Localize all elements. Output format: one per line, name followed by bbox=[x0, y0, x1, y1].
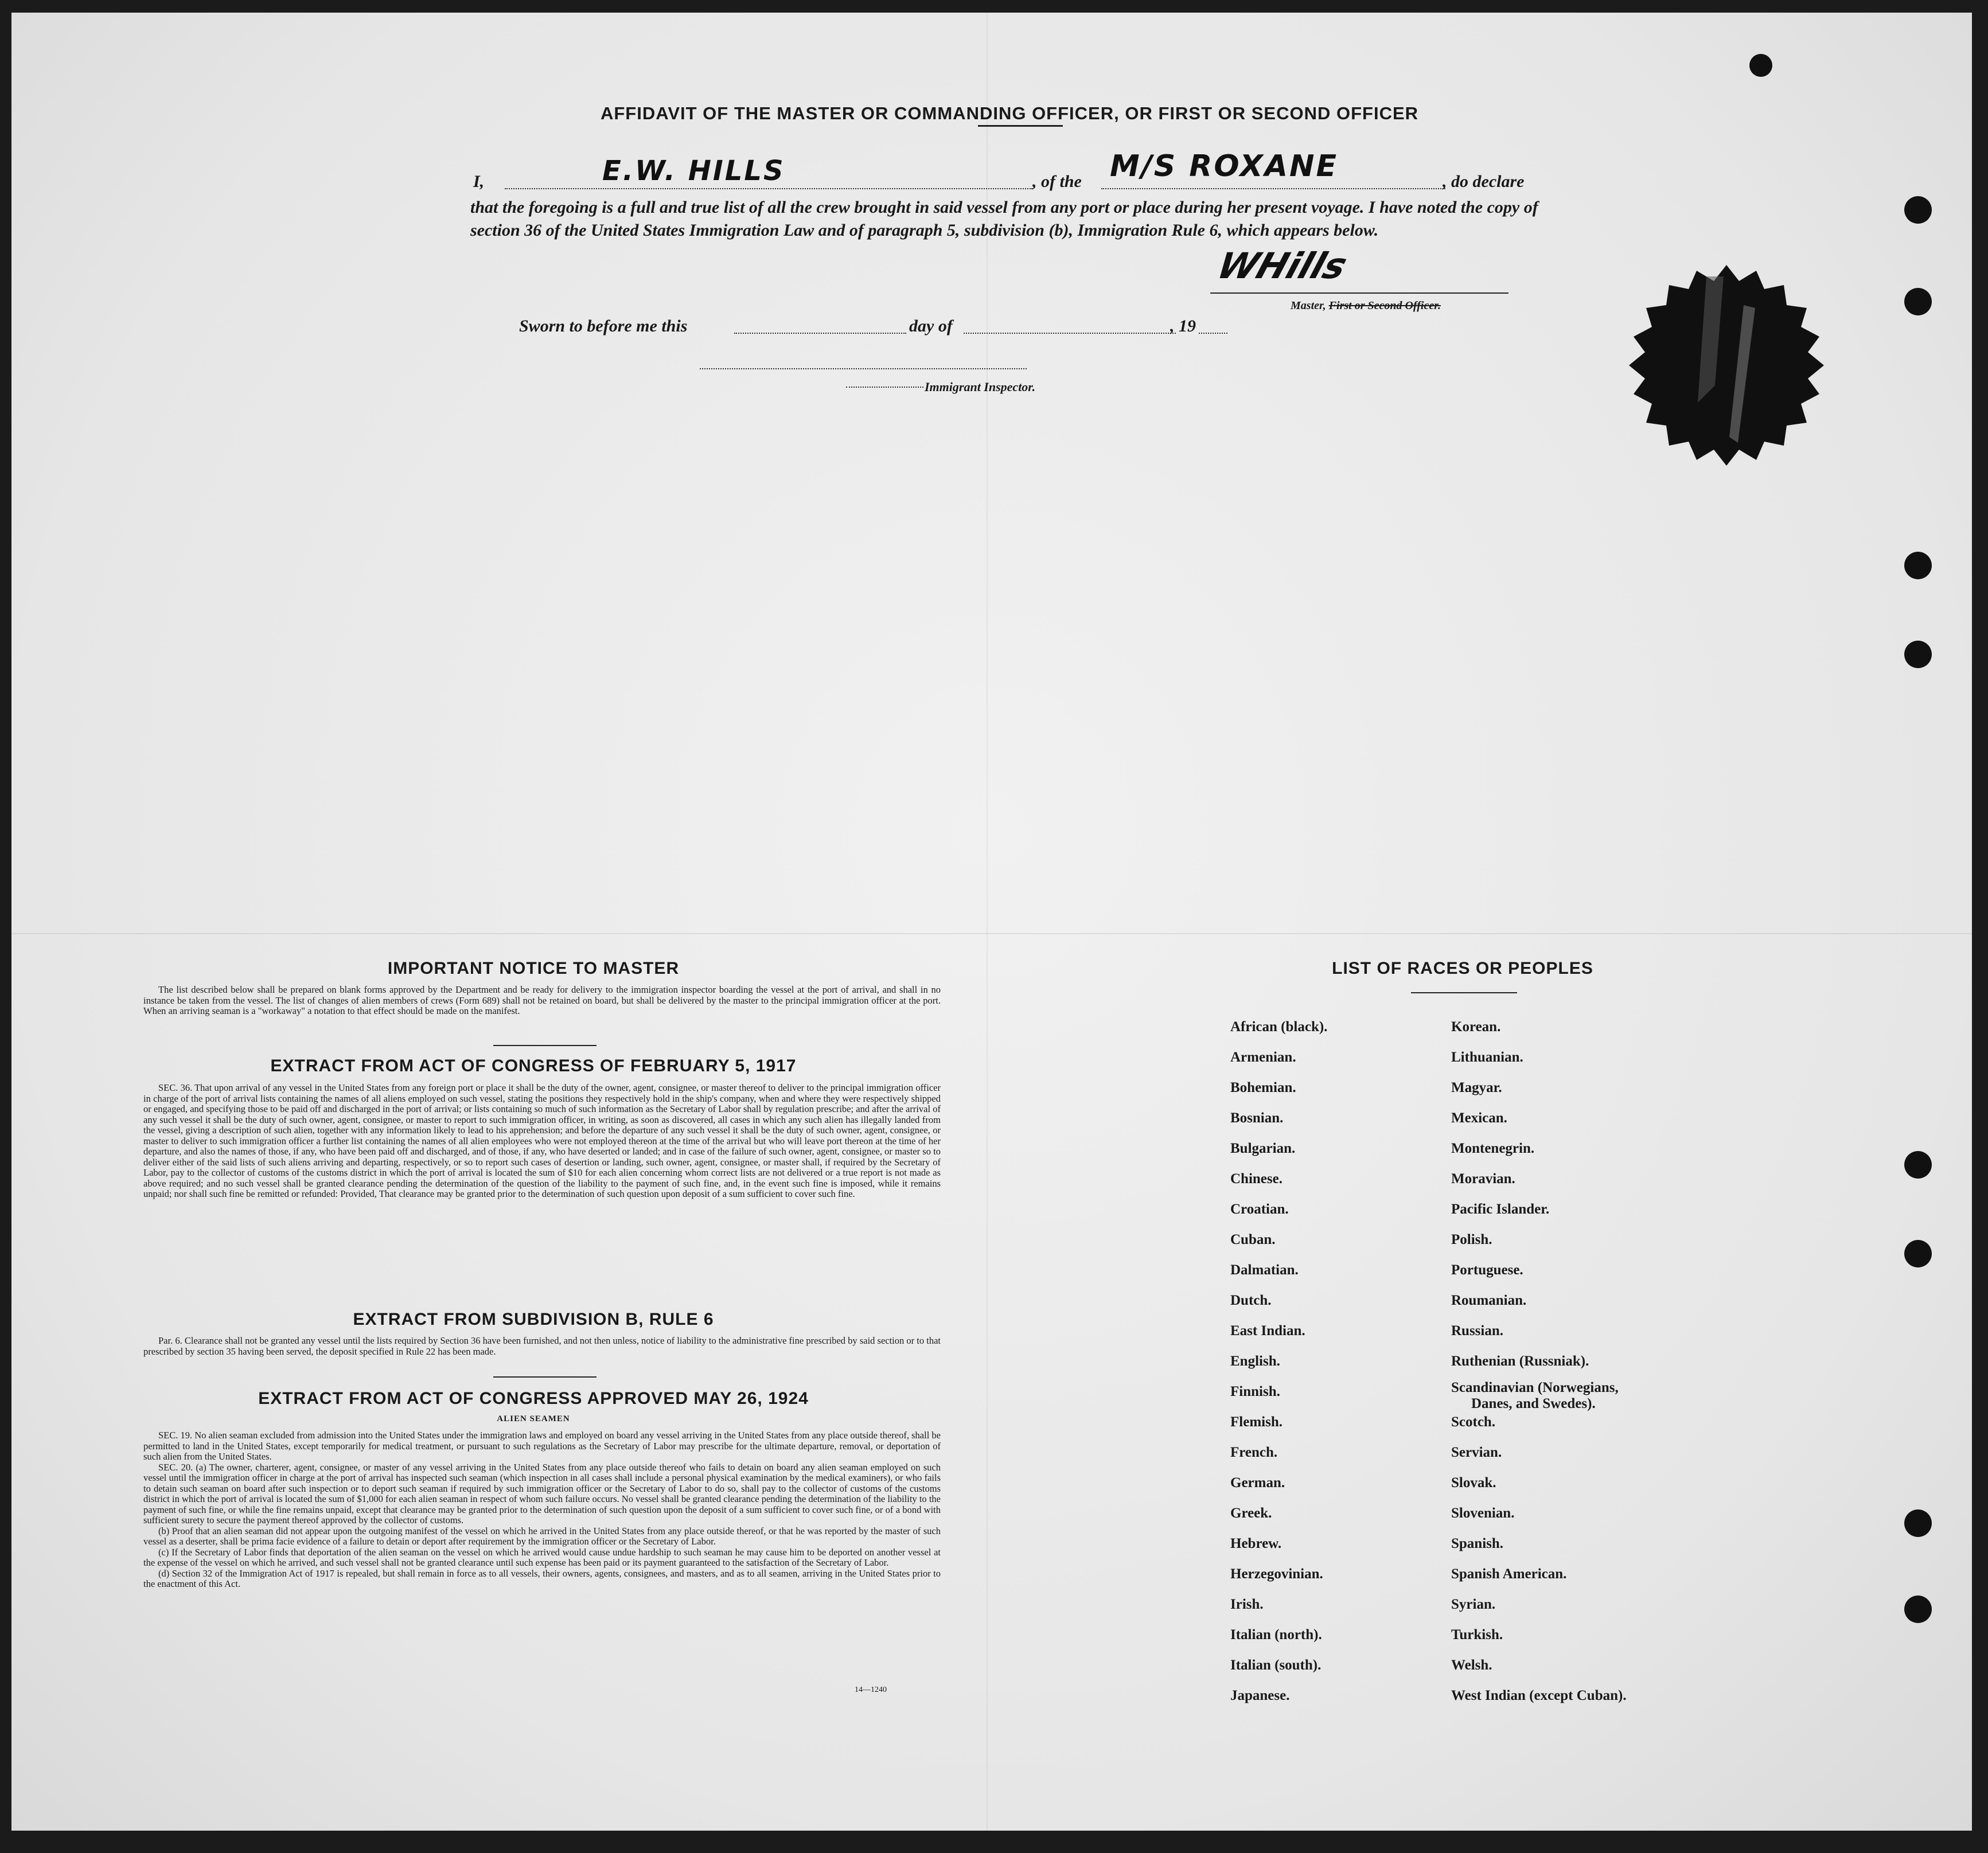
notice-title: IMPORTANT NOTICE TO MASTER bbox=[387, 959, 680, 978]
race-item: East Indian. bbox=[1230, 1323, 1305, 1339]
race-item: Servian. bbox=[1451, 1445, 1502, 1460]
extract-1924-title: EXTRACT FROM ACT OF CONGRESS APPROVED MAY 26, 1924 bbox=[258, 1389, 809, 1408]
notice-paragraph: The list described below shall be prepared on blank forms approved by the Department and be ready for delivery to the immigration inspector boarding the vessel at the port of arrival, and shall in no instance be taken from the vessel. The list of changes of alien members of crews (Form 689) shall not be retained on board, but shall be delivered by the master to the principal immigration officer at the port. When an arriving seaman is a "workaway" a notation to that effect should be made on the manifest. bbox=[143, 984, 941, 1016]
race-item: Slovenian. bbox=[1451, 1505, 1515, 1521]
document-sheet bbox=[11, 13, 1972, 1831]
race-item: Scotch. bbox=[1451, 1414, 1496, 1430]
race-item: Bulgarian. bbox=[1230, 1141, 1296, 1156]
signature-line bbox=[1210, 292, 1508, 294]
race-item: Italian (south). bbox=[1230, 1657, 1322, 1673]
punch-hole bbox=[1904, 1595, 1932, 1623]
race-item: Bosnian. bbox=[1230, 1110, 1284, 1126]
race-item: Polish. bbox=[1451, 1232, 1492, 1247]
title-rule bbox=[978, 125, 1063, 127]
punch-hole bbox=[1904, 288, 1932, 315]
race-item: Bohemian. bbox=[1230, 1080, 1296, 1095]
extract-1924-paragraph: (b) Proof that an alien seaman did not appear upon the outgoing manifest of the vessel on which he arrived in the United States from any place outside thereof, or that he was reported by the master of such vessel as a deserter, shall be prima facie evidence of a failure to detain or deport after requirement by the immigration officer or the Secretary of Labor. bbox=[143, 1525, 941, 1547]
affidavit-title: AFFIDAVIT OF THE MASTER OR COMMANDING OFFICER, OR FIRST OR SECOND OFFICER bbox=[600, 103, 1419, 123]
year-blank bbox=[1199, 333, 1227, 334]
master-label bbox=[1291, 299, 1441, 313]
extract-1917-title: EXTRACT FROM ACT OF CONGRESS OF FEBRUARY 5, 1917 bbox=[270, 1056, 797, 1075]
race-item: Herzegovinian. bbox=[1230, 1566, 1323, 1582]
race-item: Cuban. bbox=[1230, 1232, 1276, 1247]
inspector-dots bbox=[846, 387, 923, 388]
punch-hole bbox=[1904, 1509, 1932, 1537]
ink-blot bbox=[1749, 54, 1772, 77]
race-item: Turkish. bbox=[1451, 1627, 1503, 1643]
punch-hole bbox=[1904, 196, 1932, 224]
race-item: French. bbox=[1230, 1445, 1278, 1460]
punch-hole bbox=[1904, 1240, 1932, 1267]
fold-line-vertical bbox=[987, 13, 988, 1831]
inspector-signature-line bbox=[700, 368, 1027, 369]
race-item: Italian (north). bbox=[1230, 1627, 1322, 1643]
race-item: Portuguese. bbox=[1451, 1262, 1523, 1278]
race-item: Mexican. bbox=[1451, 1110, 1507, 1126]
extract-1924-paragraph: SEC. 19. No alien seaman excluded from admission into the United States under the immigration laws and employed on board any vessel arriving in the United States from any place outside thereof, shall be permitted to land in the United States, except temporarily for medical treatment, or pursuant to such regulations as the Secretary of Labor may prescribe for the ultimate departure, removal, or deportation of such alien from the United States. bbox=[143, 1430, 941, 1462]
races-title: LIST OF RACES OR PEOPLES bbox=[1332, 959, 1593, 978]
section-rule-2 bbox=[493, 1376, 597, 1378]
race-item: Scandinavian (Norwegians, bbox=[1451, 1380, 1619, 1395]
race-item: Russian. bbox=[1451, 1323, 1504, 1339]
fold-line-horizontal bbox=[11, 933, 1972, 934]
race-item: Armenian. bbox=[1230, 1050, 1296, 1065]
race-item: Greek. bbox=[1230, 1505, 1272, 1521]
race-item: Pacific Islander. bbox=[1451, 1201, 1550, 1217]
race-item: Croatian. bbox=[1230, 1201, 1289, 1217]
race-item: English. bbox=[1230, 1353, 1280, 1369]
race-item: Lithuanian. bbox=[1451, 1050, 1523, 1065]
form-number: 14—1240 bbox=[855, 1686, 887, 1694]
sworn-label: Sworn to before me this bbox=[519, 317, 688, 336]
race-item: German. bbox=[1230, 1475, 1285, 1491]
race-item: Welsh. bbox=[1451, 1657, 1492, 1673]
day-of-label: day of bbox=[909, 317, 953, 336]
alien-seamen-subtitle: ALIEN SEAMEN bbox=[497, 1414, 570, 1423]
affidavit-paragraph: that the foregoing is a full and true list of all the crew brought in said vessel from any port or place during her present voyage. I have noted the copy of section 36 of the United States Immigration Law and of paragraph 5, subdivision (b), Immigration Rule 6, which appears below. bbox=[470, 198, 1538, 240]
extract-1917-text bbox=[143, 1083, 941, 1200]
race-item: Montenegrin. bbox=[1451, 1141, 1535, 1156]
race-item: Japanese. bbox=[1230, 1688, 1290, 1703]
sworn-day-blank bbox=[734, 333, 906, 334]
extract-1917-paragraph: SEC. 36. That upon arrival of any vessel in the United States from any foreign port or place it shall be the duty of the owner, agent, consignee, or master thereof to deliver to the principal immigration officer in charge of the port of arrival lists containing the names of all aliens employed on such vessel, stating the positions they respectively hold in the ship's company, when and where they were respectively shipped or engaged, and specifying those to be paid off and discharged in the port of arrival; or lists containing so much of such information as the Secretary of Labor shall by regulation prescribe; and after the arrival of any such vessel it shall be the duty of such owner, agent, consignee, or master to report to such immigration officer, in writing, as soon as discovered, all cases in which any such alien has illegally landed from the vessel, giving a description of such alien, together with any information likely to lead to his apprehension; and before the departure of any such vessel it shall be the duty of such owner, agent, consignee, or master to deliver to such immigration officer a further list containing the names of all alien employees who were not employed thereon at the time of the arrival but who will leave port thereon at the time of her departure, and also the names of those, if any, who have been paid off and discharged, and of those, if any, who have deserted or landed; and in case of the failure of such owner, agent, consignee, or master so to deliver either of the said lists of such aliens arriving and departing, respectively, or so to report such cases of desertion or landing, such owner, agent, consignee, or master shall, if required by the Secretary of Labor, pay to the collector of customs of the customs district in which the port of arrival is located the sum of $10 for each alien concerning whom correct lists are not delivered or a true report is not made as above required; and no such vessel shall be granted clearance pending the determination of the question of the liability to the payment of such fine, and, in the event such fine is imposed, while it remains unpaid; nor shall such fine be remitted or refunded: Provided, That clearance may be granted prior to the determination of such question upon deposit of a sum sufficient to cover such fine. bbox=[143, 1082, 941, 1199]
handwritten-vessel: M/S ROXANE bbox=[1110, 149, 1339, 184]
race-item: Hebrew. bbox=[1230, 1536, 1282, 1551]
race-item: African (black). bbox=[1230, 1019, 1328, 1035]
name-blank bbox=[505, 188, 1032, 189]
seal-stamp bbox=[1606, 253, 1847, 483]
race-item: Slovak. bbox=[1451, 1475, 1496, 1491]
punch-hole bbox=[1904, 1151, 1932, 1179]
struck-officer-text: First or Second Officer. bbox=[1328, 299, 1441, 312]
inspector-label: Immigrant Inspector. bbox=[925, 380, 1036, 394]
of-the-label: , of the bbox=[1032, 172, 1082, 191]
race-item: Irish. bbox=[1230, 1597, 1264, 1612]
races-rule bbox=[1411, 992, 1517, 993]
race-item: West Indian (except Cuban). bbox=[1451, 1688, 1627, 1703]
race-item: Moravian. bbox=[1451, 1171, 1515, 1187]
race-item: Magyar. bbox=[1451, 1080, 1502, 1095]
race-item: Finnish. bbox=[1230, 1384, 1280, 1399]
handwritten-name: E.W. HILLS bbox=[602, 155, 785, 187]
year-label: , 19 bbox=[1170, 317, 1196, 336]
punch-hole bbox=[1904, 552, 1932, 579]
race-item: Roumanian. bbox=[1451, 1293, 1527, 1308]
handwritten-signature: WHills bbox=[1212, 245, 1352, 287]
race-item: Syrian. bbox=[1451, 1597, 1496, 1612]
extract-1924-paragraph: (c) If the Secretary of Labor finds that deportation of the alien seaman on the vessel on which he arrived would cause undue hardship to such seaman he may cause him to be deported on another vessel at the expense of the vessel on which he arrived, and such vessel shall not be granted clearance until such expense has been paid or its payment guaranteed to the satisfaction of the Secretary of Labor. bbox=[143, 1546, 941, 1568]
race-item: Spanish. bbox=[1451, 1536, 1504, 1551]
race-item: Chinese. bbox=[1230, 1171, 1283, 1187]
race-item: Spanish American. bbox=[1451, 1566, 1567, 1582]
vessel-blank bbox=[1101, 188, 1445, 189]
master-text: Master, bbox=[1291, 299, 1326, 312]
extract-rule6-paragraph: Par. 6. Clearance shall not be granted any vessel until the lists required by Section 36 have been furnished, and not then unless, notice of liability to the administrative fine prescribed by said section or to that prescribed by section 35 having been served, the deposit specified in Rule 22 has been made. bbox=[143, 1335, 941, 1357]
sworn-month-blank bbox=[964, 333, 1176, 334]
extract-1924-paragraph: SEC. 20. (a) The owner, charterer, agent, consignee, or master of any vessel arriving in the United States from any place outside thereof who fails to detain on board any alien seaman employed on such vessel until the immigration officer in charge at the port of arrival has inspected such seaman (which inspection in all cases shall include a personal physical examination by the medical examiners), or who fails to detain such seaman on board after such inspection or to deport such seaman if required by such immigration officer or the Secretary of Labor to do so, shall pay to the collector of customs of the customs district in which the port of arrival is located the sum of $1,000 for each alien seaman in respect of whom such failure occurs. No vessel shall be granted clearance pending the determination of the liability to the payment of such fine, or while the fine remains unpaid, except that clearance may be granted prior to the determination of such question upon the deposit of a sum sufficient to cover such fine, or of a bond with sufficient surety to secure the payment thereof approved by the collector of customs. bbox=[143, 1461, 941, 1526]
extract-rule6-text bbox=[143, 1336, 941, 1357]
extract-1924-paragraph: (d) Section 32 of the Immigration Act of 1917 is repealed, but shall remain in force as to all vessels, their owners, agents, consignees, and masters, and as to all seamen, arriving in the United States prior to the enactment of this Act. bbox=[143, 1567, 941, 1589]
race-item: Ruthenian (Russniak). bbox=[1451, 1353, 1589, 1369]
extract-1924-text bbox=[143, 1430, 941, 1590]
punch-hole bbox=[1904, 641, 1932, 668]
notice-text bbox=[143, 985, 941, 1017]
extract-rule6-title: EXTRACT FROM SUBDIVISION B, RULE 6 bbox=[353, 1310, 714, 1329]
race-item: Flemish. bbox=[1230, 1414, 1283, 1430]
affidavit-i-label: I, bbox=[473, 172, 485, 191]
race-item: Danes, and Swedes). bbox=[1471, 1396, 1596, 1411]
section-rule-1 bbox=[493, 1045, 597, 1046]
race-item: Dutch. bbox=[1230, 1293, 1272, 1308]
race-item: Korean. bbox=[1451, 1019, 1501, 1035]
do-declare-label: , do declare bbox=[1443, 172, 1525, 191]
race-item: Dalmatian. bbox=[1230, 1262, 1299, 1278]
